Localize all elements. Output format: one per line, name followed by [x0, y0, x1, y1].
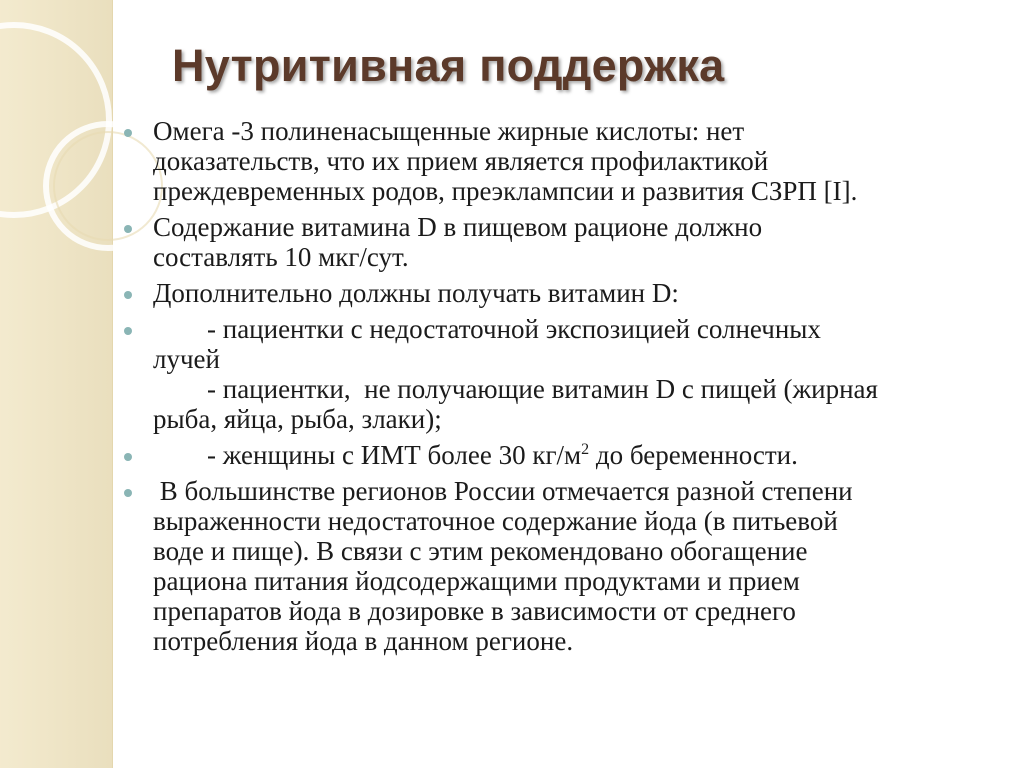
bullet-text-line	[153, 440, 997, 470]
bullet-bmi-women	[122, 440, 997, 470]
bullet-text-line: рациона питания йодсодержащими продуктами и прием	[153, 566, 800, 596]
bullet-text-line: - пациентки, не получающие витамин D с пищей (жирная	[153, 374, 878, 404]
slide-title: Нутритивная поддержка	[172, 40, 725, 91]
bullet-iodine	[122, 476, 997, 656]
bmi-superscript: 2	[581, 441, 590, 458]
bullet-list	[122, 116, 997, 662]
bullet-text-line: рыба, яйца, рыба, злаки);	[153, 404, 442, 434]
bullet-text-line: потребления йода в данном регионе.	[153, 626, 574, 656]
bullet-dot-icon	[124, 453, 132, 461]
bullet-vitamin-d-extra	[122, 278, 997, 308]
bullet-omega3	[122, 116, 997, 206]
bullet-text-line: лучей	[153, 344, 220, 374]
bullet-text-line: преждевременных родов, преэклампсии и развития СЗРП [I].	[153, 176, 858, 206]
bullet-text-line: В большинстве регионов России отмечается разной степени	[153, 476, 853, 506]
bullet-text-line: составлять 10 мкг/сут.	[153, 242, 409, 272]
bullet-text-line: - пациентки с недостаточной экспозицией солнечных	[153, 314, 821, 344]
bullet-vitamin-d-content	[122, 212, 997, 272]
bullet-text-line: препаратов йода в дозировке в зависимости от среднего	[153, 596, 796, 626]
bullet-dot-icon	[124, 225, 132, 233]
bullet-text-line: Дополнительно должны получать витамин D:	[153, 278, 679, 308]
bullet-dot-icon	[124, 129, 132, 137]
bullet-dot-icon	[124, 489, 132, 497]
bullet-dot-icon	[124, 291, 132, 299]
bullet-text-line: доказательств, что их прием является профилактикой	[153, 146, 769, 176]
bullet-text-line: воде и пище). В связи с этим рекомендовано обогащение	[153, 536, 808, 566]
bullet-text-line: выраженности недостаточное содержание йода (в питьевой	[153, 506, 838, 536]
bmi-text-pre: - женщины с ИМТ более 30 кг/м	[153, 440, 582, 470]
bullet-dot-icon	[124, 327, 132, 335]
bullet-text-line: Омега -3 полиненасыщенные жирные кислоты: нет	[153, 116, 745, 146]
bullet-text-line: Содержание витамина D в пищевом рационе должно	[153, 212, 763, 242]
bmi-text-post: до беременности.	[589, 440, 798, 470]
bullet-patient-groups	[122, 314, 997, 434]
